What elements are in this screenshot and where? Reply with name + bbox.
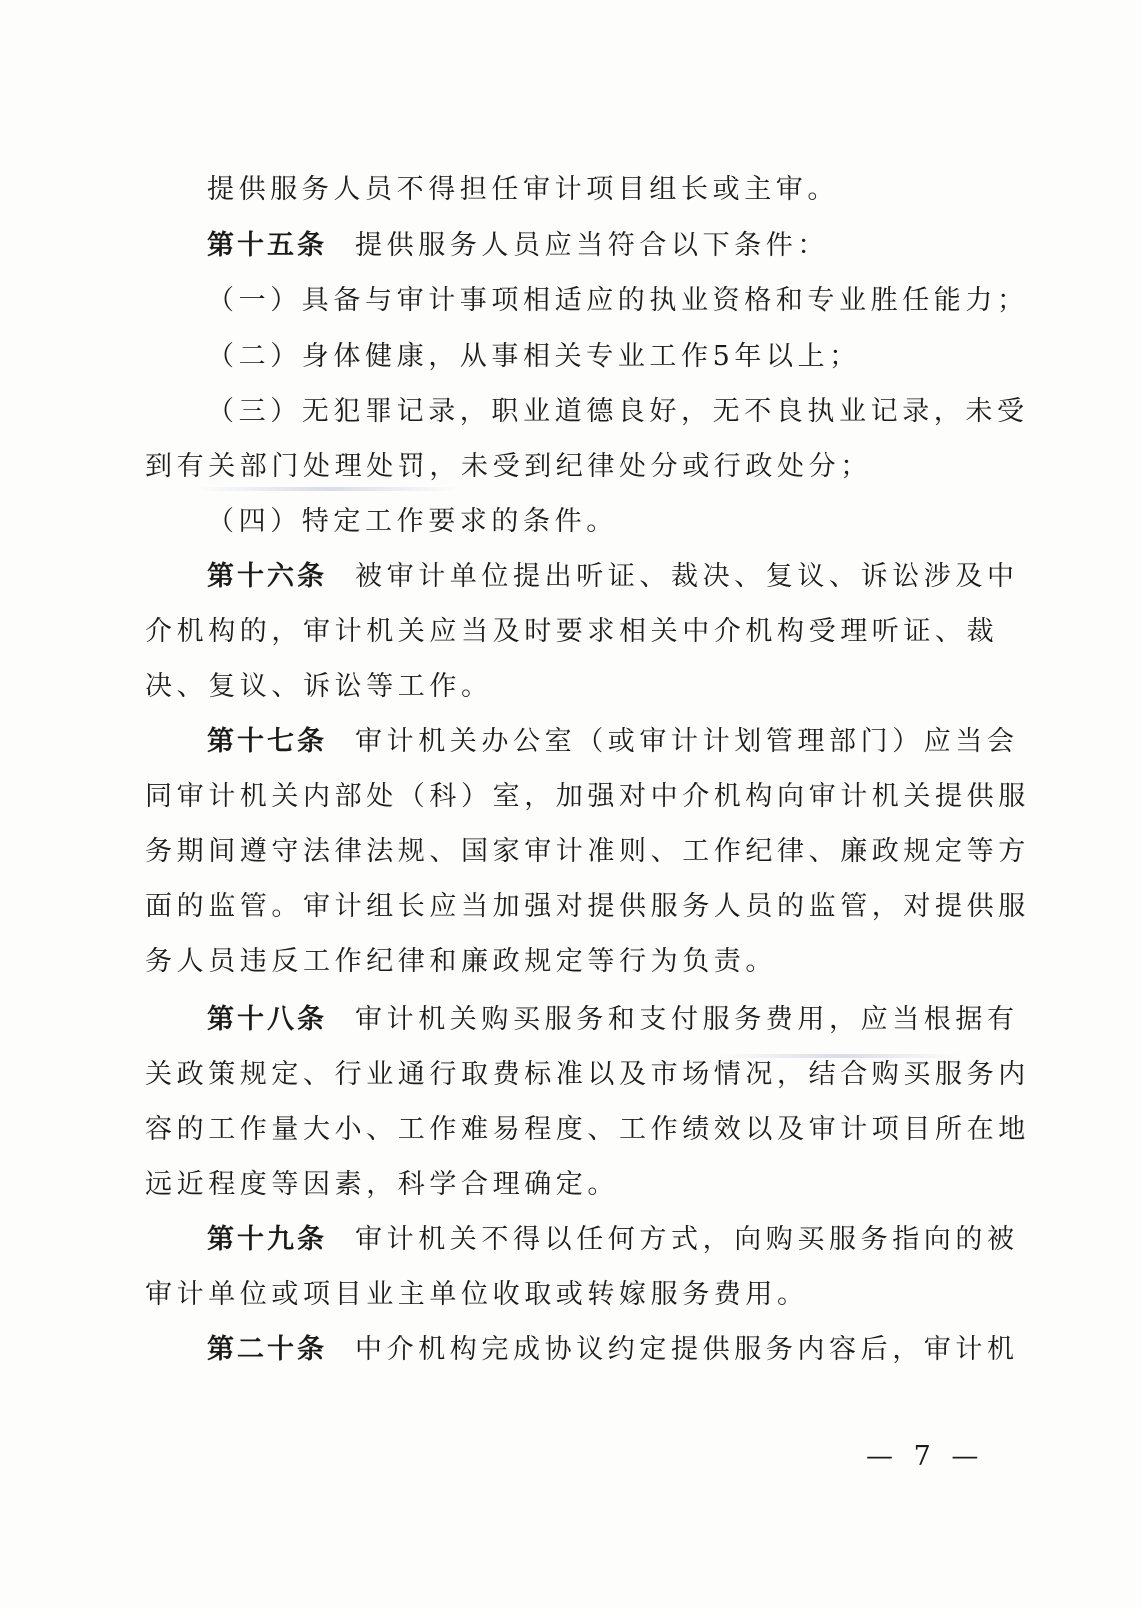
line-text: 同审计机关内部处（科）室，加强对中介机构向审计机关提供服 <box>145 781 1030 812</box>
scan-artifact <box>195 487 460 491</box>
line-text: 审计机关购买服务和支付服务费用，应当根据有 <box>355 1004 1019 1035</box>
text-line <box>207 502 618 542</box>
text-line <box>145 1275 809 1315</box>
article-19-line <box>207 1220 1019 1260</box>
text-line <box>207 170 839 210</box>
article-20-line <box>207 1330 1019 1370</box>
line-text: （一）具备与审计事项相适应的执业资格和专业胜任能力； <box>207 285 1029 316</box>
line-text: 介机构的，审计机关应当及时要求相关中介机构受理听证、裁 <box>145 616 999 647</box>
text-line <box>145 612 998 652</box>
text-line <box>145 832 1030 872</box>
line-text: 远近程度等因素，科学合理确定。 <box>145 1169 619 1200</box>
text-line <box>145 1165 619 1205</box>
text-line <box>207 281 1029 321</box>
line-text: 面的监管。审计组长应当加强对提供服务人员的监管，对提供服 <box>145 891 1030 922</box>
line-text: 决、复议、诉讼等工作。 <box>145 671 493 702</box>
page-number: — 7 — <box>866 1441 985 1472</box>
article-15-line <box>207 226 829 266</box>
text-line <box>207 337 861 377</box>
article-heading: 第十八条 <box>207 1004 327 1035</box>
line-text: （四）特定工作要求的条件。 <box>207 506 618 537</box>
article-17-line <box>207 722 1019 762</box>
text-line <box>145 887 1030 927</box>
article-heading: 第十七条 <box>207 726 327 757</box>
article-heading: 第二十条 <box>207 1334 327 1365</box>
line-text: 务期间遵守法律法规、国家审计准则、工作纪律、廉政规定等方 <box>145 836 1030 867</box>
line-text: （三）无犯罪记录，职业道德良好，无不良执业记录，未受 <box>207 396 1029 427</box>
text-line <box>145 1110 1030 1150</box>
line-text: 提供服务人员不得担任审计项目组长或主审。 <box>207 174 839 205</box>
article-heading: 第十六条 <box>207 561 327 592</box>
text-line <box>207 392 1029 432</box>
line-text: 关政策规定、行业通行取费标准以及市场情况，结合购买服务内 <box>145 1059 1030 1090</box>
line-text: 务人员违反工作纪律和廉政规定等行为负责。 <box>145 946 777 977</box>
line-text: 审计单位或项目业主单位收取或转嫁服务费用。 <box>145 1279 809 1310</box>
text-line <box>145 942 777 982</box>
line-text: 容的工作量大小、工作难易程度、工作绩效以及审计项目所在地 <box>145 1114 1030 1145</box>
text-line <box>145 777 1030 817</box>
article-18-line <box>207 1000 1019 1040</box>
article-heading: 第十九条 <box>207 1224 327 1255</box>
line-text: 到有关部门处理处罚，未受到纪律处分或行政处分； <box>145 451 872 482</box>
line-text: 审计机关办公室（或审计计划管理部门）应当会 <box>355 726 1019 757</box>
line-text: （二）身体健康，从事相关专业工作5年以上； <box>207 341 861 372</box>
text-line <box>145 1055 1030 1095</box>
line-text: 审计机关不得以任何方式，向购买服务指向的被 <box>355 1224 1019 1255</box>
text-line <box>145 667 493 707</box>
article-16-line <box>207 557 1019 597</box>
line-text: 中介机构完成协议约定提供服务内容后，审计机 <box>355 1334 1019 1365</box>
line-text: 被审计单位提出听证、裁决、复议、诉讼涉及中 <box>355 561 1019 592</box>
text-line <box>145 447 872 487</box>
line-text: 提供服务人员应当符合以下条件： <box>355 230 829 261</box>
article-heading: 第十五条 <box>207 230 327 261</box>
